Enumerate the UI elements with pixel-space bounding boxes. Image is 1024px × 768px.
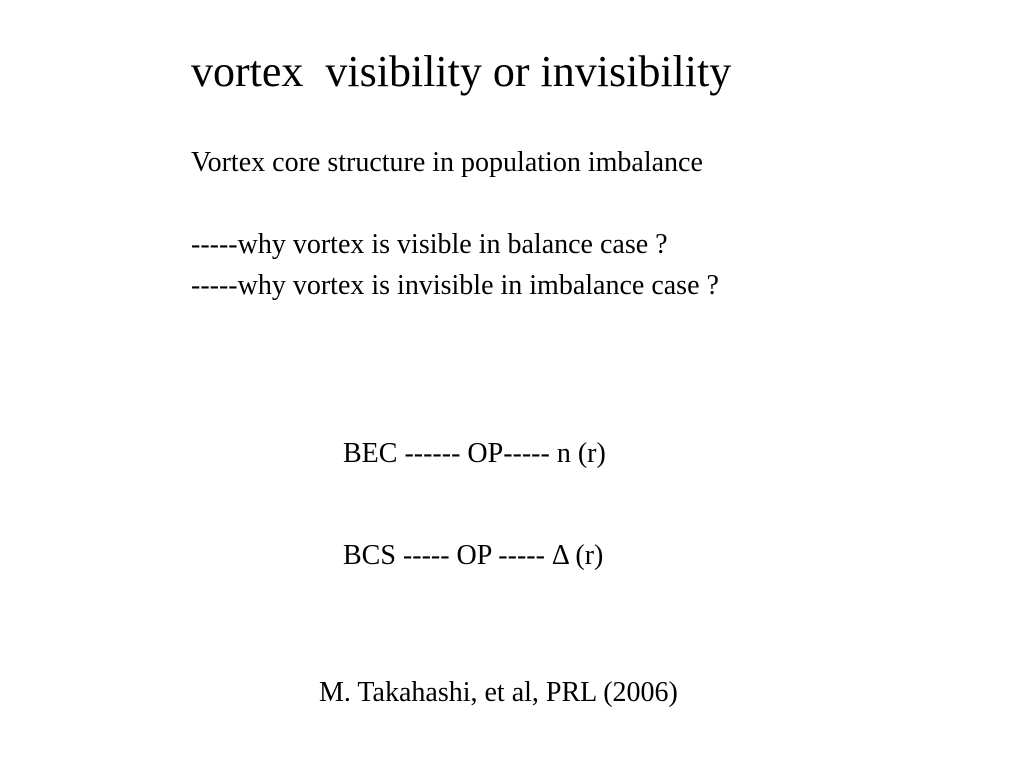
- bcs-relation: BCS ----- OP ----- Δ (r): [343, 540, 604, 571]
- slide-title: vortex visibility or invisibility: [191, 47, 732, 96]
- reference-citation: M. Takahashi, et al, PRL (2006): [319, 677, 678, 708]
- slide-subtitle: Vortex core structure in population imbalance: [191, 147, 703, 178]
- bec-relation: BEC ------ OP----- n (r): [343, 438, 606, 469]
- question-imbalance: -----why vortex is invisible in imbalance case ?: [191, 270, 719, 301]
- question-balance: -----why vortex is visible in balance case ?: [191, 229, 668, 260]
